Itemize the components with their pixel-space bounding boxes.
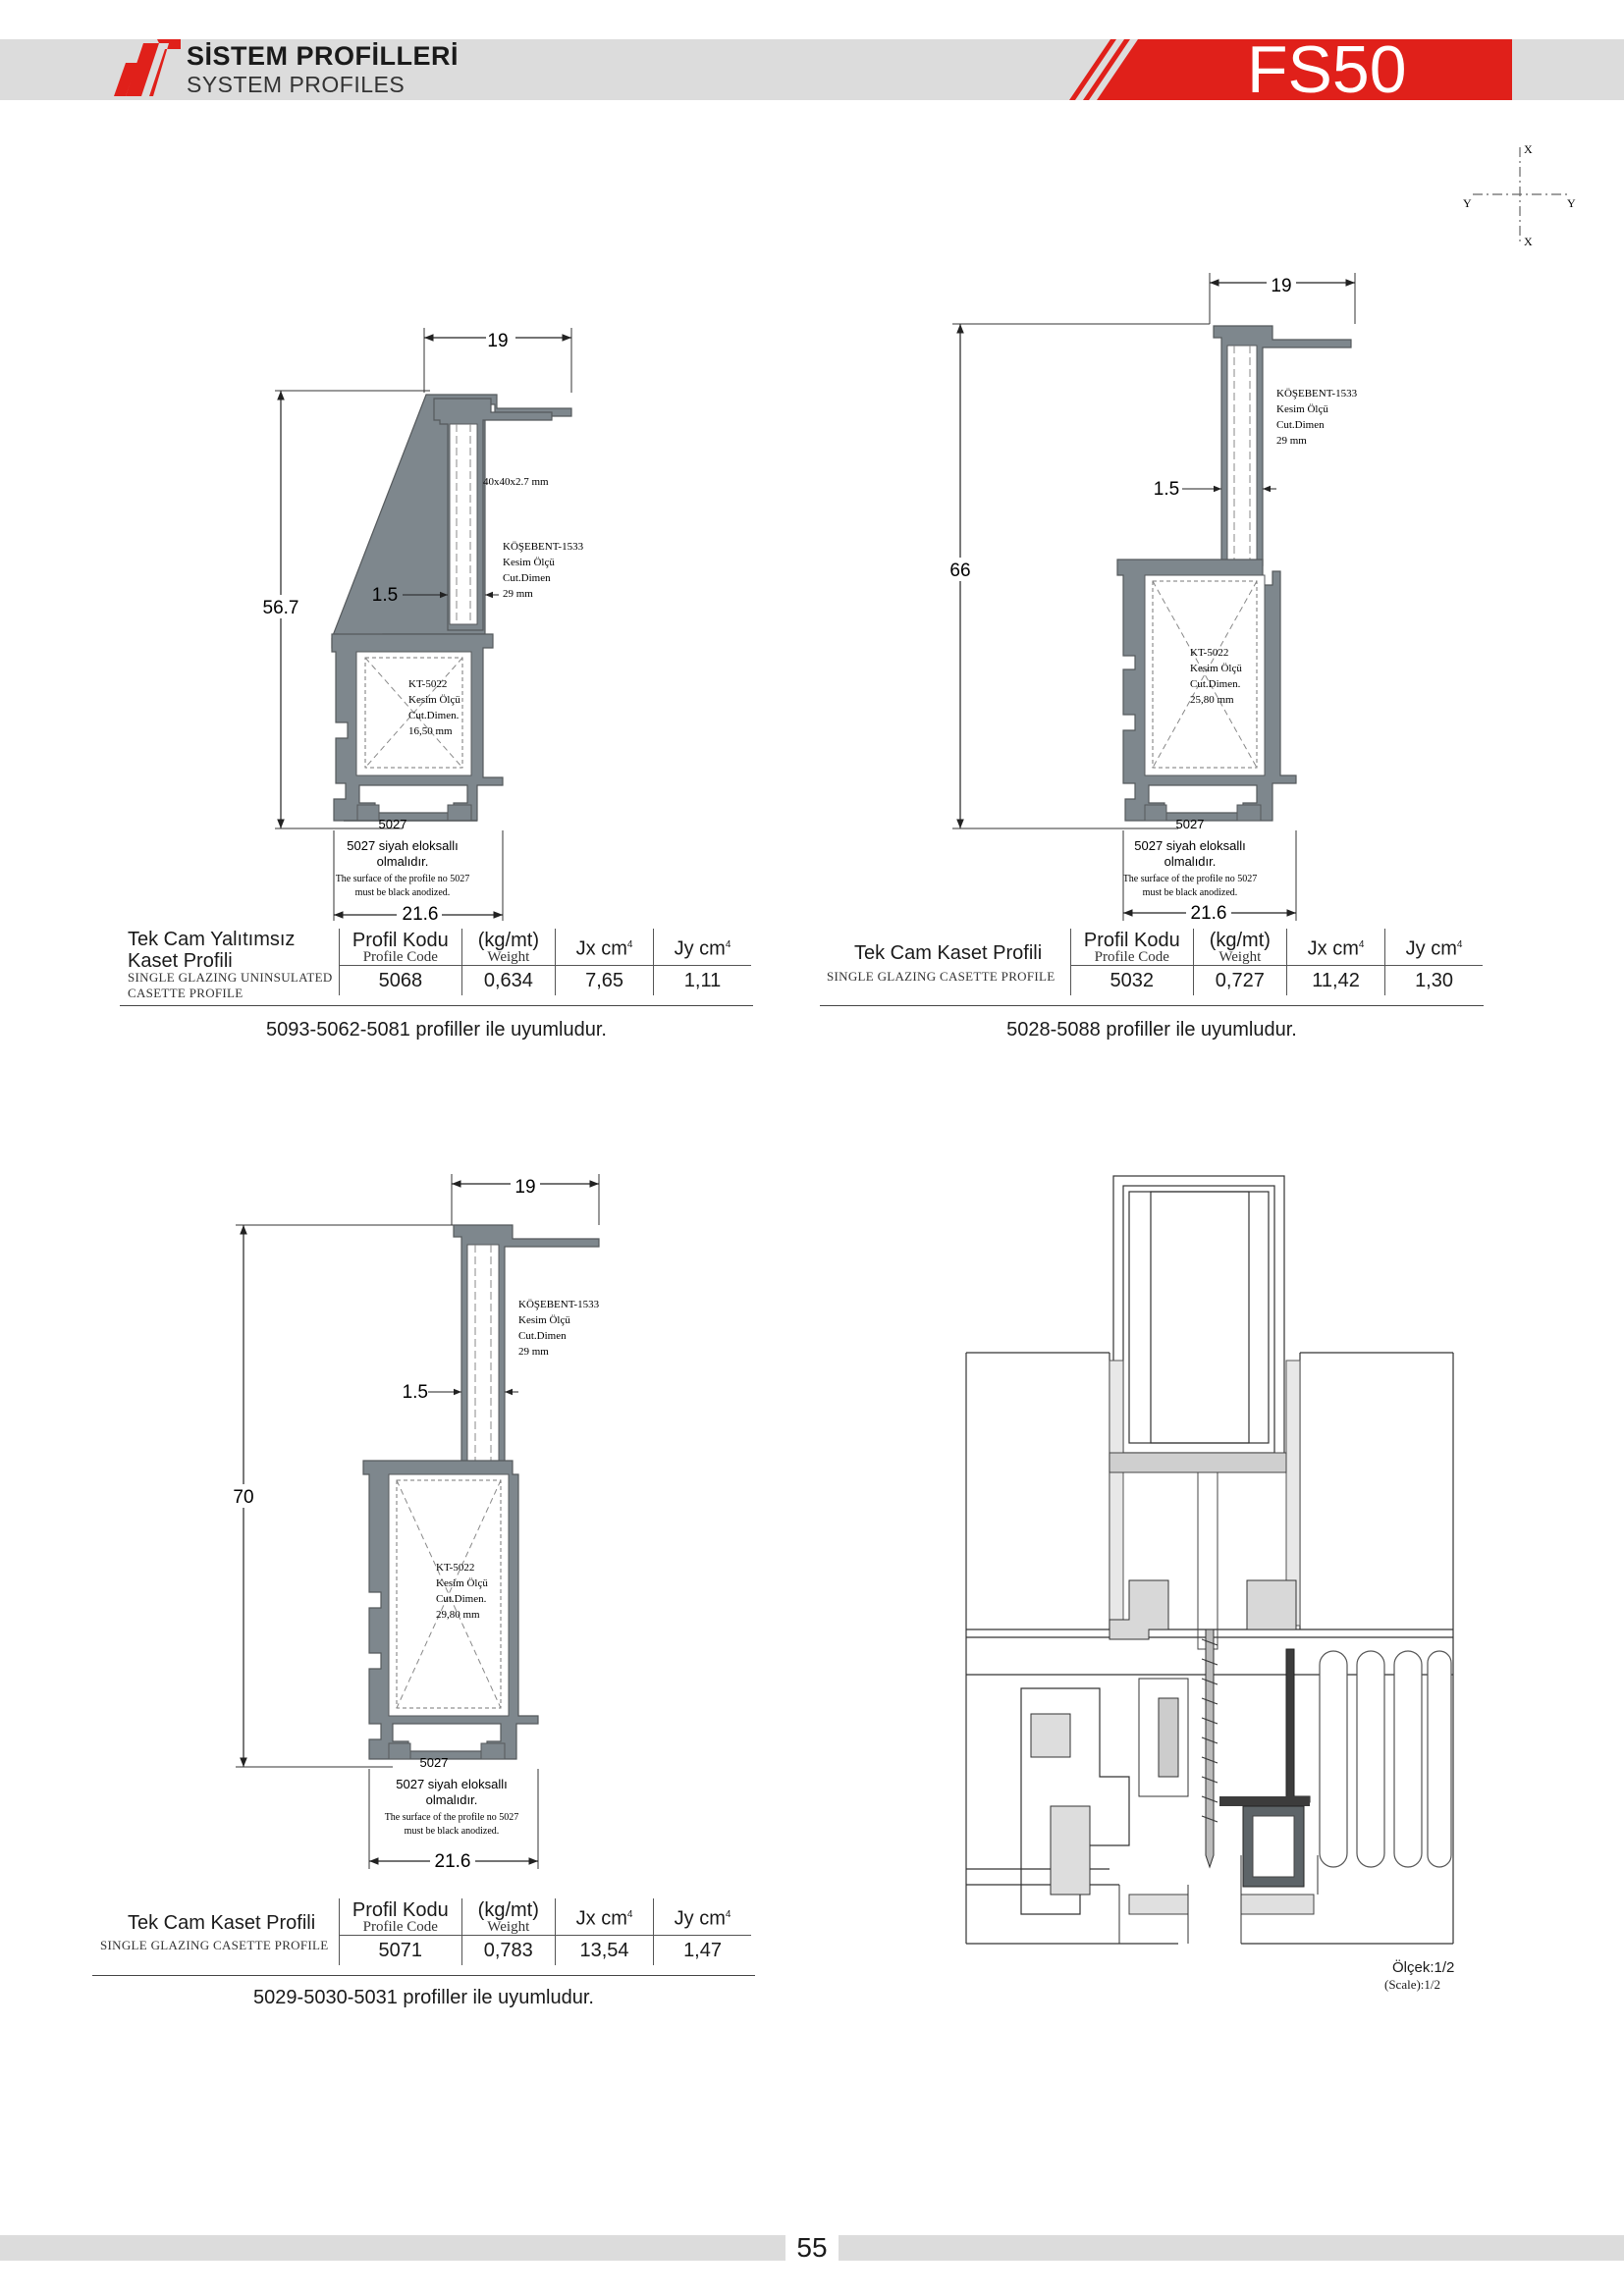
p1-name-tr2: Kaset Profili — [128, 950, 233, 972]
p3-jy: 1,47 — [654, 1936, 751, 1966]
p2-code: 5032 — [1071, 966, 1194, 996]
p3-h-weight: (kg/mt) — [461, 1898, 555, 1920]
p3-note-tr1: 5027 siyah eloksallı — [396, 1777, 508, 1791]
p1-note-en1: The surface of the profile no 5027 — [335, 874, 470, 884]
p2-rule — [820, 1005, 1484, 1006]
p1-kt-len: 16,50 mm — [408, 725, 453, 737]
profile-5068-drawing — [255, 314, 609, 923]
axis-x-bottom: X — [1524, 235, 1533, 248]
p2-h-code: Profil Kodu — [1071, 929, 1194, 950]
p3-h-jy: Jy cm — [674, 1907, 726, 1930]
axis-y-right: Y — [1567, 196, 1576, 210]
p1-weight: 0,634 — [461, 966, 555, 996]
p3-dim-width: 19 — [514, 1177, 536, 1198]
p2-kt-len: 25,80 mm — [1190, 694, 1234, 706]
p2-kt-cut: Cut.Dimen. — [1190, 678, 1241, 690]
p2-note-en2: must be black anodized. — [1142, 887, 1238, 898]
p2-h-code-en: Profile Code — [1071, 950, 1194, 966]
series-label: FS50 — [1247, 32, 1407, 107]
p2-dim-height: 66 — [949, 561, 971, 581]
p1-kt: KT-5022 — [408, 678, 448, 690]
p3-note-en1: The surface of the profile no 5027 — [384, 1812, 519, 1823]
p2-kesim: Kesim Ölçü — [1276, 403, 1328, 415]
p1-note-en2: must be black anodized. — [354, 887, 451, 898]
p1-note-tr2: olmalıdır. — [376, 854, 429, 869]
header-title-en: SYSTEM PROFILES — [187, 72, 406, 97]
p3-dim-wall: 1.5 — [402, 1382, 428, 1403]
p2-kt: KT-5022 — [1190, 647, 1229, 659]
p1-cutdimen: Cut.Dimen — [503, 572, 551, 584]
p1-name-tr1: Tek Cam Yalıtımsız — [128, 929, 296, 950]
p1-h-jx: Jx cm — [575, 937, 627, 960]
p2-dim-width: 19 — [1271, 276, 1292, 296]
p2-name-tr1: Tek Cam Kaset Profili — [854, 942, 1043, 964]
scale-label-tr: Ölçek:1/2 — [1392, 1959, 1455, 1976]
p3-h-code: Profil Kodu — [340, 1898, 462, 1920]
p3-kosebent: KÖŞEBENT-1533 — [518, 1299, 600, 1310]
p1-jx: 7,65 — [556, 966, 654, 996]
p2-jy: 1,30 — [1385, 966, 1483, 996]
p1-dim-width: 19 — [487, 331, 509, 351]
p1-clip-label: 5027 — [378, 817, 407, 831]
p3-clip-label: 5027 — [419, 1755, 449, 1770]
p3-note-en2: must be black anodized. — [404, 1826, 500, 1837]
p2-note-en1: The surface of the profile no 5027 — [1122, 874, 1258, 884]
p3-spec-table: Profil Kodu (kg/mt) Jx $cm^4$ Jy $cm^4$ Profile Code Weight 5071 0,783 13,54 1,47 — [339, 1898, 751, 1965]
p1-jy: 1,11 — [654, 966, 751, 996]
p3-dim-base: 21.6 — [434, 1851, 471, 1872]
p3-h-weight-en: Weight — [461, 1920, 555, 1936]
p3-jx: 13,54 — [555, 1936, 653, 1966]
profile-5071-drawing — [226, 1168, 619, 1875]
p2-compat: 5028-5088 profiller ile uyumludur. — [1006, 1019, 1297, 1041]
axis-y-left: Y — [1463, 196, 1472, 210]
p1-h-code: Profil Kodu — [340, 929, 462, 950]
p1-tube-label: 40x40x2.7 mm — [483, 476, 549, 488]
page-number: 55 — [785, 2230, 839, 2266]
p1-note-tr1: 5027 siyah eloksallı — [347, 838, 459, 853]
p1-name-en2: CASETTE PROFILE — [128, 986, 244, 1000]
p1-h-weight: (kg/mt) — [461, 929, 555, 950]
p1-h-jy: Jy cm — [674, 937, 726, 960]
brand-logo — [108, 35, 183, 100]
p3-kt-kesim: Kesim Ölçü — [436, 1577, 488, 1589]
p3-h-jx: Jx cm — [575, 1907, 627, 1930]
p1-kt-kesim: Kesim Ölçü — [408, 694, 460, 706]
p3-name-tr1: Tek Cam Kaset Profili — [128, 1912, 316, 1934]
p1-compat: 5093-5062-5081 profiller ile uyumludur. — [266, 1019, 607, 1041]
p3-kt: KT-5022 — [436, 1562, 475, 1574]
p2-name-en1: SINGLE GLAZING CASETTE PROFILE — [827, 969, 1056, 984]
p3-h-code-en: Profile Code — [340, 1920, 462, 1936]
p1-kesim: Kesim Ölçü — [503, 557, 555, 568]
p1-code: 5068 — [340, 966, 462, 996]
p3-kt-cut: Cut.Dimen. — [436, 1593, 487, 1605]
p2-note-tr2: olmalıdır. — [1164, 854, 1217, 869]
scale-label-en: (Scale):1/2 — [1384, 1977, 1441, 1992]
p2-h-weight-en: Weight — [1193, 950, 1286, 966]
p3-code: 5071 — [340, 1936, 462, 1966]
p1-name-en1: SINGLE GLAZING UNINSULATED — [128, 970, 333, 985]
p3-compat: 5029-5030-5031 profiller ile uyumludur. — [253, 1987, 594, 2008]
profile-5032-drawing — [943, 265, 1394, 923]
p2-cutdimen: Cut.Dimen — [1276, 419, 1325, 431]
p1-h-code-en: Profile Code — [340, 950, 462, 966]
p2-clip-label: 5027 — [1175, 817, 1205, 831]
axis-legend — [1453, 135, 1581, 253]
p3-name-en1: SINGLE GLAZING CASETTE PROFILE — [100, 1938, 329, 1952]
p3-weight: 0,783 — [461, 1936, 555, 1966]
p3-kt-len: 29,80 mm — [436, 1609, 480, 1621]
p2-h-jx: Jx cm — [1307, 937, 1359, 960]
p2-kosebent: KÖŞEBENT-1533 — [1276, 388, 1358, 400]
p3-rule — [92, 1975, 755, 1976]
p2-dim-base: 21.6 — [1190, 903, 1227, 923]
p3-kesim: Kesim Ölçü — [518, 1314, 570, 1326]
p3-dim-height: 70 — [233, 1487, 254, 1508]
p2-h-weight: (kg/mt) — [1193, 929, 1286, 950]
p2-weight: 0,727 — [1193, 966, 1286, 996]
p2-kt-kesim: Kesim Ölçü — [1190, 663, 1242, 674]
p1-dim-wall: 1.5 — [371, 585, 399, 606]
p1-h-weight-en: Weight — [461, 950, 555, 966]
p2-dim-wall: 1.5 — [1153, 479, 1180, 500]
p2-note-tr1: 5027 siyah eloksallı — [1134, 838, 1246, 853]
assembly-section-drawing — [962, 1168, 1473, 1983]
p1-kosebent: KÖŞEBENT-1533 — [503, 541, 584, 553]
p2-kosebent-len: 29 mm — [1276, 435, 1307, 447]
p1-rule — [120, 1005, 753, 1006]
p2-spec-table: Profil Kodu (kg/mt) Jx $cm^4$ Jy $cm^4$ Profile Code Weight 5032 0,727 11,42 1,30 — [1070, 929, 1483, 995]
p1-kt-cut: Cut.Dimen. — [408, 710, 460, 721]
axis-x-top: X — [1524, 142, 1533, 156]
p1-kosebent-len: 29 mm — [503, 588, 533, 600]
p1-dim-base: 21.6 — [402, 904, 439, 923]
p3-cutdimen: Cut.Dimen — [518, 1330, 567, 1342]
p3-kosebent-len: 29 mm — [518, 1346, 549, 1358]
p3-note-tr2: olmalıdır. — [425, 1792, 478, 1807]
p2-h-jy: Jy cm — [1405, 937, 1457, 960]
p2-jx: 11,42 — [1287, 966, 1385, 996]
p1-spec-table: Profil Kodu (kg/mt) Jx $cm^4$ Jy $cm^4$ Profile Code Weight 5068 0,634 7,65 1,11 — [339, 929, 751, 995]
header-title-tr: SİSTEM PROFİLLERİ — [187, 41, 460, 71]
p1-dim-height: 56.7 — [262, 598, 299, 618]
